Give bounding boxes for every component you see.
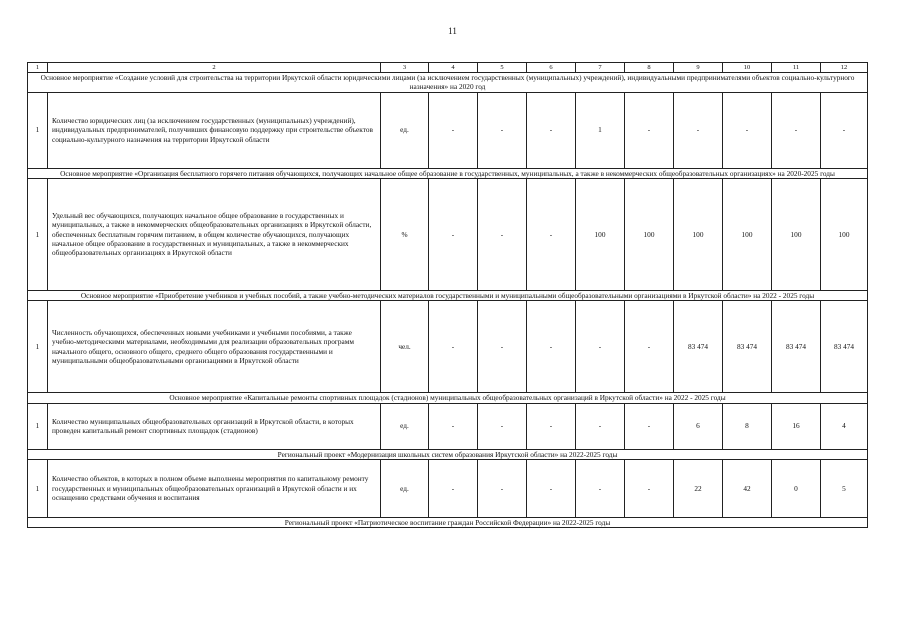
section-title: Основное мероприятие «Создание условий для строительства на территории Иркутской области юридическими лицами (за исключением государственных (муниципальных) учреждений), индивидуальными предпринимателями объектов социально-культурного назначения» на 2020 год xyxy=(28,73,868,93)
unit-cell: % xyxy=(381,178,429,290)
value-cell: 100 xyxy=(576,178,625,290)
section-row xyxy=(28,449,868,459)
section-title: Основное мероприятие «Капитальные ремонты спортивных площадок (стадионов) муниципальных общеобразовательных организаций в Иркутской области» на 2022 - 2025 годы xyxy=(28,393,868,403)
header-cell: 10 xyxy=(723,63,772,73)
unit-cell: ед. xyxy=(381,459,429,517)
value-cell: 100 xyxy=(723,178,772,290)
value-cell: - xyxy=(576,403,625,449)
value-cell: - xyxy=(625,92,674,168)
value-cell: - xyxy=(723,92,772,168)
section-title: Региональный проект «Модернизация школьных систем образования Иркутской области» на 2022-2025 годы xyxy=(28,449,868,459)
value-cell: - xyxy=(478,178,527,290)
header-cell: 1 xyxy=(28,63,48,73)
value-cell: - xyxy=(625,301,674,393)
indicator-name: Удельный вес обучающихся, получающих начальное общее образование в государственных и муниципальных, а также в некоммерческих общеобразовательных организациях в Иркутской области, обеспеченных бесплатным горячим питанием, в общем количестве обучающихся, получающих начальное общее образование в государственных и муниципальных, а также в некоммерческих общеобразовательных организациях в Иркутской области xyxy=(48,178,381,290)
value-cell: 100 xyxy=(772,178,821,290)
value-cell: 16 xyxy=(772,403,821,449)
section-row xyxy=(28,393,868,403)
indicator-name: Количество муниципальных общеобразовательных организаций в Иркутской области, в которых проведен капитальный ремонт спортивных площадок (стадионов) xyxy=(48,403,381,449)
indicator-row xyxy=(28,403,868,449)
header-cell: 8 xyxy=(625,63,674,73)
header-row xyxy=(28,63,868,73)
value-cell: - xyxy=(478,403,527,449)
section-row xyxy=(28,290,868,300)
row-number: 1 xyxy=(28,178,48,290)
value-cell: - xyxy=(674,92,723,168)
value-cell: - xyxy=(527,301,576,393)
header-cell: 5 xyxy=(478,63,527,73)
indicator-row xyxy=(28,178,868,290)
value-cell: - xyxy=(429,403,478,449)
value-cell: - xyxy=(527,92,576,168)
header-cell: 12 xyxy=(821,63,868,73)
header-cell: 9 xyxy=(674,63,723,73)
value-cell: 22 xyxy=(674,459,723,517)
value-cell: - xyxy=(478,301,527,393)
value-cell: - xyxy=(429,301,478,393)
indicator-name: Численность обучающихся, обеспеченных новыми учебниками и учебными пособиями, а также учебно-методическими материалами, необходимыми для реализации образовательных программ начального общего, основного общего, среднего общего образования государственными и муниципальными общеобразовательными организациями в Иркутской области xyxy=(48,301,381,393)
value-cell: 83 474 xyxy=(821,301,868,393)
value-cell: 5 xyxy=(821,459,868,517)
value-cell: 83 474 xyxy=(772,301,821,393)
indicators-table xyxy=(27,62,868,528)
page-number: 11 xyxy=(448,26,457,36)
indicator-row xyxy=(28,301,868,393)
header-cell: 11 xyxy=(772,63,821,73)
value-cell: - xyxy=(772,92,821,168)
section-row xyxy=(28,73,868,93)
section-title: Основное мероприятие «Организация бесплатного горячего питания обучающихся, получающих начальное общее образование в государственных, муниципальных, а также в некоммерческих общеобразовательных организациях» на 2020-2025 годы xyxy=(28,168,868,178)
header-cell: 2 xyxy=(48,63,381,73)
value-cell: - xyxy=(527,178,576,290)
row-number: 1 xyxy=(28,403,48,449)
header-cell: 6 xyxy=(527,63,576,73)
section-row xyxy=(28,517,868,527)
value-cell: - xyxy=(625,403,674,449)
value-cell: 100 xyxy=(821,178,868,290)
section-row xyxy=(28,168,868,178)
row-number: 1 xyxy=(28,459,48,517)
value-cell: - xyxy=(429,92,478,168)
row-number: 1 xyxy=(28,92,48,168)
value-cell: 8 xyxy=(723,403,772,449)
value-cell: 83 474 xyxy=(723,301,772,393)
indicator-row xyxy=(28,92,868,168)
value-cell: - xyxy=(429,459,478,517)
value-cell: 6 xyxy=(674,403,723,449)
value-cell: 0 xyxy=(772,459,821,517)
value-cell: 4 xyxy=(821,403,868,449)
indicator-name: Количество объектов, в которых в полном объеме выполнены мероприятия по капитальному ремонту государственных и муниципальных общеобразовательных организаций в Иркутской области и их оснащению средствами обучения и воспитания xyxy=(48,459,381,517)
value-cell: 42 xyxy=(723,459,772,517)
value-cell: 1 xyxy=(576,92,625,168)
value-cell: 83 474 xyxy=(674,301,723,393)
value-cell: - xyxy=(576,459,625,517)
value-cell: - xyxy=(478,459,527,517)
value-cell: 100 xyxy=(625,178,674,290)
indicator-row xyxy=(28,459,868,517)
section-title: Региональный проект «Патриотическое воспитание граждан Российской Федерации» на 2022-2025 годы xyxy=(28,517,868,527)
unit-cell: ед. xyxy=(381,92,429,168)
value-cell: - xyxy=(478,92,527,168)
value-cell: - xyxy=(625,459,674,517)
value-cell: - xyxy=(527,403,576,449)
section-title: Основное мероприятие «Приобретение учебников и учебных пособий, а также учебно-методических материалов государственными и муниципальными общеобразовательными организациями в Иркутской области» на 2022 - 2025 годы xyxy=(28,290,868,300)
unit-cell: ед. xyxy=(381,403,429,449)
indicator-name: Количество юридических лиц (за исключением государственных (муниципальных) учреждений), индивидуальных предпринимателей, получивших финансовую поддержку при строительстве объектов социально-культурного назначения на территории Иркутской области xyxy=(48,92,381,168)
value-cell: - xyxy=(429,178,478,290)
unit-cell: чел. xyxy=(381,301,429,393)
header-cell: 4 xyxy=(429,63,478,73)
row-number: 1 xyxy=(28,301,48,393)
value-cell: - xyxy=(576,301,625,393)
value-cell: - xyxy=(527,459,576,517)
header-cell: 3 xyxy=(381,63,429,73)
value-cell: 100 xyxy=(674,178,723,290)
value-cell: - xyxy=(821,92,868,168)
header-cell: 7 xyxy=(576,63,625,73)
